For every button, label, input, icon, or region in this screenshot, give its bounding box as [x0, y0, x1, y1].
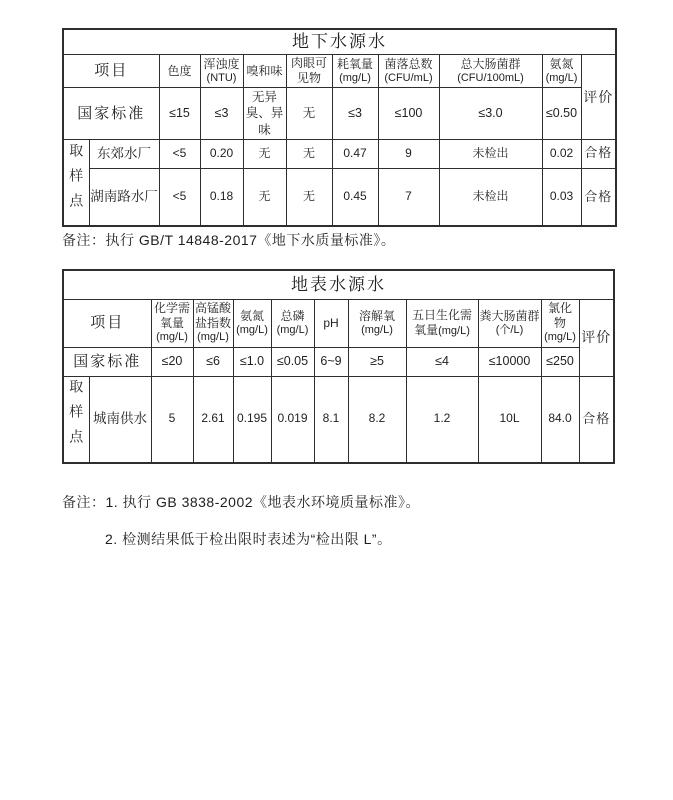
- standard-value: ≤3: [200, 88, 243, 140]
- column-unit: (mg/L): [438, 324, 470, 337]
- sample-value: 无: [286, 139, 332, 168]
- sample-site-name: 湖南路水厂: [89, 168, 159, 226]
- column-label: 菌落总数: [384, 56, 433, 71]
- standard-value: ≤0.05: [271, 347, 314, 376]
- column-unit: (mg/L): [544, 331, 576, 344]
- sampling-point-cell: [63, 376, 89, 463]
- standard-value: ≤6: [193, 347, 233, 376]
- evaluation-value: 合格: [581, 168, 616, 226]
- column-label: 化学需氧量: [153, 301, 190, 331]
- column-label: 氨氮: [549, 56, 574, 71]
- standard-value: 无: [286, 88, 332, 140]
- sample-value: 无: [243, 139, 286, 168]
- column-header-ammonia: [542, 55, 581, 88]
- column-header-total-phosphorus: [271, 299, 314, 347]
- column-header-oxygen-consumption: [332, 55, 378, 88]
- column-label: 溶解氧: [358, 308, 395, 323]
- standard-value: ≤10000: [478, 347, 541, 376]
- standard-value: ≤0.50: [542, 88, 581, 140]
- groundwater-table: [62, 28, 617, 227]
- column-header-ph: [314, 299, 348, 347]
- column-header-color: [159, 55, 200, 88]
- standard-value: ≥5: [348, 347, 406, 376]
- evaluation-header-cell: 评价: [579, 299, 614, 376]
- sample-site-name: 东郊水厂: [89, 139, 159, 168]
- column-label: 肉眼可见物: [290, 56, 327, 86]
- evaluation-value: 合格: [581, 139, 616, 168]
- column-header-odor: [243, 55, 286, 88]
- standard-value: ≤4: [406, 347, 478, 376]
- sample-value: 84.0: [541, 376, 579, 463]
- column-header-chloride: [541, 299, 579, 347]
- column-label: 嗅和味: [246, 63, 283, 78]
- column-header-cod: [151, 299, 193, 347]
- sample-value: 0.019: [271, 376, 314, 463]
- evaluation-header-cell: 评价: [581, 55, 616, 140]
- column-header-visible-matter: [286, 55, 332, 88]
- column-label: 氨氮: [239, 308, 264, 323]
- evaluation-value: 合格: [579, 376, 614, 463]
- column-unit: (个/L): [495, 323, 524, 336]
- sample-value: 0.18: [200, 168, 243, 226]
- standard-value: ≤3: [332, 88, 378, 140]
- sampling-point-label: 取样点: [68, 379, 85, 455]
- column-label: 氯化物: [547, 301, 572, 331]
- sample-value: 未检出: [439, 139, 542, 168]
- sample-value: 0.45: [332, 168, 378, 226]
- column-unit: (CFU/100mL): [457, 71, 524, 84]
- column-label: 高锰酸盐指数: [194, 301, 231, 331]
- sample-value: 8.1: [314, 376, 348, 463]
- national-standard-label: 国家标准: [63, 347, 151, 376]
- standard-value: ≤250: [541, 347, 579, 376]
- column-header-dissolved-oxygen: [348, 299, 406, 347]
- sample-value: 0.195: [233, 376, 271, 463]
- column-unit: (mg/L): [339, 71, 371, 84]
- column-unit: (mg/L): [236, 323, 268, 336]
- sample-value: 2.61: [193, 376, 233, 463]
- standard-value: ≤3.0: [439, 88, 542, 140]
- column-label: 五日生化需氧量: [411, 307, 472, 337]
- column-unit: (mg/L): [197, 331, 229, 344]
- sample-value: 0.02: [542, 139, 581, 168]
- standard-value: ≤20: [151, 347, 193, 376]
- sample-value: 5: [151, 376, 193, 463]
- column-unit: (mg/L): [545, 71, 578, 84]
- column-unit: (CFU/mL): [384, 71, 433, 84]
- column-header-total-coliforms: [439, 55, 542, 88]
- project-header-cell: 项目: [63, 299, 151, 347]
- surface-note-line2: 2. 检测结果低于检出限时表述为“检出限 L”。: [105, 531, 392, 547]
- column-header-fecal-coliforms: [478, 299, 541, 347]
- column-unit: (mg/L): [156, 331, 188, 344]
- project-header-cell: 项目: [63, 55, 159, 88]
- groundwater-table-title: 地下水源水: [63, 29, 616, 55]
- column-header-ammonia: [233, 299, 271, 347]
- column-unit: (mg/L): [276, 323, 309, 336]
- standard-value: ≤1.0: [233, 347, 271, 376]
- standard-value: 6~9: [314, 347, 348, 376]
- column-header-colony-count: [378, 55, 439, 88]
- sample-value: 1.2: [406, 376, 478, 463]
- column-header-permanganate-index: [193, 299, 233, 347]
- sample-value: 10L: [478, 376, 541, 463]
- sample-value: 0.03: [542, 168, 581, 226]
- column-label: pH: [323, 315, 339, 330]
- sample-value: 无: [243, 168, 286, 226]
- column-label: 耗氧量: [336, 56, 373, 71]
- standard-value: 无异臭、异味: [243, 88, 286, 140]
- column-header-turbidity: [200, 55, 243, 88]
- sampling-point-label: 取样点: [68, 142, 85, 218]
- groundwater-note: 备注：执行 GB/T 14848-2017《地下水质量标准》。: [62, 232, 396, 248]
- sample-value: 9: [378, 139, 439, 168]
- surface-table-title: 地表水源水: [63, 270, 614, 299]
- sampling-point-cell: [63, 139, 89, 226]
- sample-value: 0.47: [332, 139, 378, 168]
- sample-value: <5: [159, 139, 200, 168]
- sample-value: 8.2: [348, 376, 406, 463]
- surface-water-table: [62, 269, 615, 464]
- sample-site-name: 城南供水: [89, 376, 151, 463]
- sample-value: 7: [378, 168, 439, 226]
- sample-value: 0.20: [200, 139, 243, 168]
- column-label: 浑浊度: [203, 56, 240, 71]
- sample-value: 未检出: [439, 168, 542, 226]
- standard-value: ≤15: [159, 88, 200, 140]
- column-label: 总大肠菌群: [460, 56, 521, 71]
- sample-value: <5: [159, 168, 200, 226]
- column-label: 色度: [167, 63, 192, 78]
- column-label: 粪大肠菌群: [479, 308, 540, 323]
- sample-value: 无: [286, 168, 332, 226]
- column-header-bod5: [406, 299, 478, 347]
- column-label: 总磷: [280, 308, 305, 323]
- standard-value: ≤100: [378, 88, 439, 140]
- column-unit: (NTU): [206, 71, 237, 84]
- national-standard-label: 国家标准: [63, 88, 159, 140]
- surface-note-line1: 备注：1. 执行 GB 3838-2002《地表水环境质量标准》。: [62, 494, 421, 510]
- column-unit: (mg/L): [361, 323, 393, 336]
